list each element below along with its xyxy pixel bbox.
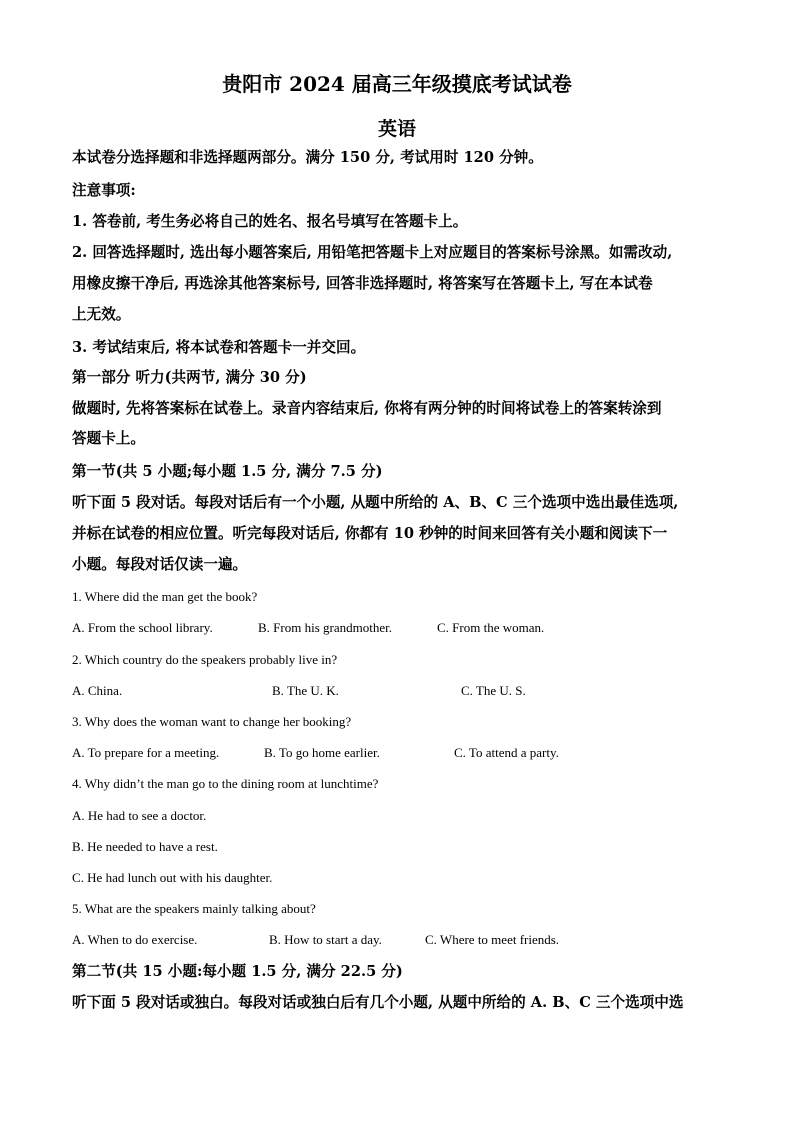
- question-option: C. The U. S.: [461, 683, 526, 698]
- part1-instruction-line: 答题卡上。: [72, 430, 145, 447]
- question-option: C. To attend a party.: [454, 745, 559, 760]
- notice-line: 2. 回答选择题时, 选出每小题答案后, 用铅笔把答题卡上对应题目的答案标号涂黑。如需改动,: [72, 244, 673, 261]
- question-option: A. China.: [72, 683, 123, 698]
- section2-heading: 第二节(共 15 小题:每小题 1.5 分, 满分 22.5 分): [72, 963, 403, 980]
- exam-title: 贵阳市 2024 届高三年级摸底考试试卷: [222, 72, 572, 96]
- section1-instruction-line: 并标在试卷的相应位置。听完每段对话后, 你都有 10 秒钟的时间来回答有关小题和阅读下一: [72, 525, 668, 542]
- intro-text: 本试卷分选择题和非选择题两部分。满分 150 分, 考试用时 120 分钟。: [72, 149, 543, 166]
- question-option: C. Where to meet friends.: [425, 932, 560, 947]
- question-option: B. From his grandmother.: [258, 620, 392, 635]
- section1-instruction-line: 小题。每段对话仅读一遍。: [72, 556, 248, 573]
- section2-instruction-line: 听下面 5 段对话或独白。每段对话或独白后有几个小题, 从题中所给的 A. B、C 三个选项中选: [72, 994, 684, 1011]
- question-stem: 5. What are the speakers mainly talking about?: [72, 901, 316, 916]
- question-option: A. When to do exercise.: [72, 932, 198, 947]
- question-option: B. He needed to have a rest.: [72, 839, 218, 854]
- part1-instruction-line: 做题时, 先将答案标在试卷上。录音内容结束后, 你将有两分钟的时间将试卷上的答案转涂到: [72, 400, 662, 417]
- section1-instruction-line: 听下面 5 段对话。每段对话后有一个小题, 从题中所给的 A、B、C 三个选项中选出最佳选项,: [72, 494, 679, 511]
- part1-heading: 第一部分 听力(共两节, 满分 30 分): [72, 369, 307, 386]
- question-option: C. He had lunch out with his daughter.: [72, 870, 273, 885]
- question-stem: 1. Where did the man get the book?: [72, 589, 258, 604]
- subject-title: 英语: [377, 118, 416, 140]
- question-option: B. The U. K.: [272, 683, 339, 698]
- notice-line: 用橡皮擦干净后, 再选涂其他答案标号, 回答非选择题时, 将答案写在答题卡上, 写在本试卷: [72, 275, 653, 292]
- question-stem: 4. Why didn’t the man go to the dining room at lunchtime?: [72, 776, 379, 791]
- section1-heading: 第一节(共 5 小题;每小题 1.5 分, 满分 7.5 分): [72, 463, 383, 480]
- question-option: A. From the school library.: [72, 620, 213, 635]
- question-stem: 3. Why does the woman want to change her booking?: [72, 714, 352, 729]
- notice-line: 1. 答卷前, 考生务必将自己的姓名、报名号填写在答题卡上。: [72, 213, 468, 230]
- notice-line: 3. 考试结束后, 将本试卷和答题卡一并交回。: [72, 339, 366, 356]
- notice-line: 上无效。: [72, 306, 131, 323]
- question-stem: 2. Which country do the speakers probably live in?: [72, 652, 338, 667]
- question-option: A. To prepare for a meeting.: [72, 745, 220, 760]
- notice-heading: 注意事项:: [72, 182, 136, 199]
- question-option: B. To go home earlier.: [264, 745, 380, 760]
- question-option: B. How to start a day.: [269, 932, 382, 947]
- question-option: C. From the woman.: [437, 620, 545, 635]
- question-option: A. He had to see a doctor.: [72, 808, 207, 823]
